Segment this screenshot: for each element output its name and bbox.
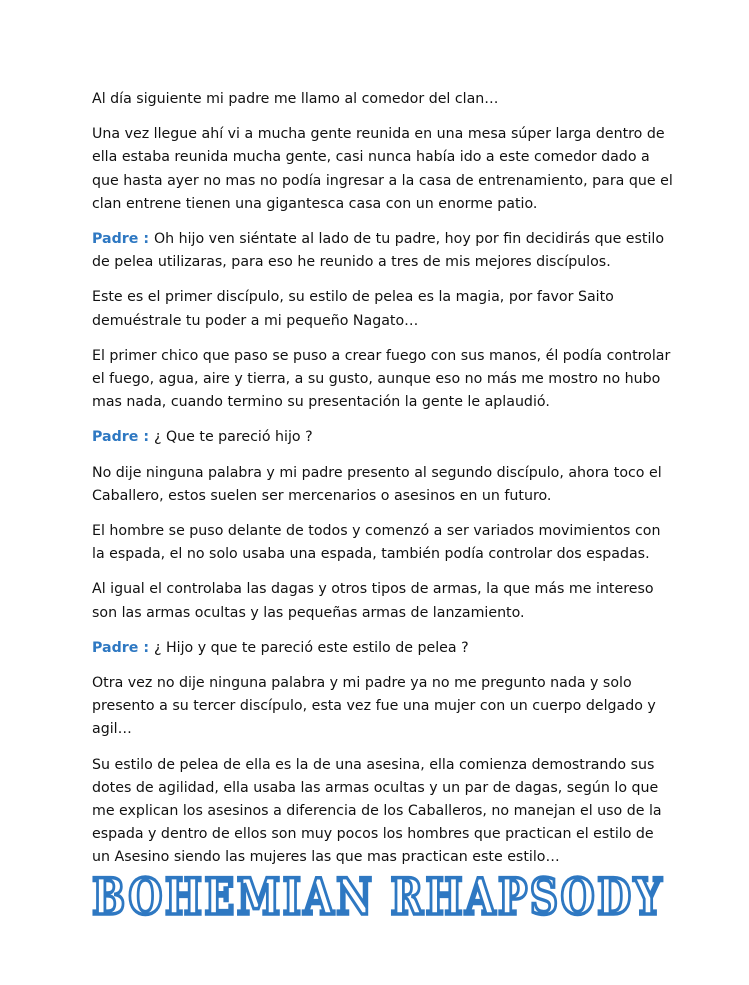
narration-paragraph bbox=[92, 578, 674, 624]
speaker-separator: : bbox=[138, 639, 154, 656]
paragraph-text: El hombre se puso delante de todos y comenzó a ser variados movimientos con la espada, el no solo usaba una espada, también podía controlar dos espadas. bbox=[92, 523, 661, 563]
speaker-label: Padre bbox=[92, 639, 139, 656]
story-body bbox=[92, 88, 674, 882]
paragraph-text: Oh hijo ven siéntate al lado de tu padre, hoy por fin decidirás que estilo de pelea utilizaras, para eso he reunido a tres de mis mejores discípulos. bbox=[92, 231, 665, 271]
narration-paragraph bbox=[92, 520, 674, 566]
logo-text: BOHEMIAN RHAPSODY bbox=[92, 867, 664, 926]
paragraph-text: Este es el primer discípulo, su estilo de pelea es la magia, por favor Saito demuéstrale tu poder a mi pequeño Nagato… bbox=[92, 289, 614, 329]
narration-paragraph bbox=[92, 286, 674, 332]
narration-paragraph bbox=[92, 462, 674, 508]
paragraph-text: Al igual el controlaba las dagas y otros tipos de armas, la que más me intereso son las armas ocultas y las pequeñas armas de lanzamiento. bbox=[92, 581, 654, 621]
paragraph-text: Una vez llegue ahí vi a mucha gente reunida en una mesa súper larga dentro de ella estaba reunida mucha gente, casi nunca había ido a este comedor dado a que hasta ayer no mas no podía ingresar a la casa de entrenamiento, para que el clan entrene tienen una gigantesca casa con un enorme patio. bbox=[92, 126, 673, 212]
narration-paragraph bbox=[92, 123, 674, 216]
paragraph-text: El primer chico que paso se puso a crear fuego con sus manos, él podía controlar el fuego, agua, aire y tierra, a su gusto, aunque eso no más me mostro no hubo mas nada, cuando termino su presentación la gente le aplaudió. bbox=[92, 347, 671, 411]
narration-paragraph bbox=[92, 88, 674, 111]
paragraph-text: Otra vez no dije ninguna palabra y mi padre ya no me pregunto nada y solo presento a su tercer discípulo, esta vez fue una mujer con un cuerpo delgado y agil… bbox=[92, 675, 656, 738]
paragraph-text: Su estilo de pelea de ella es la de una asesina, ella comienza demostrando sus dotes de agilidad, ella usaba las armas ocultas y un par de dagas, según lo que me explican los asesinos a diferencia de los Caballeros, no manejan el uso de la espada y dentro de ellos son muy pocos los hombres que practican el estilo de un Asesino siendo las mujeres las que mas practican este estilo… bbox=[92, 756, 662, 866]
paragraph-text: No dije ninguna palabra y mi padre presento al segundo discípulo, ahora toco el Caballero, estos suelen ser mercenarios o asesinos en un futuro. bbox=[92, 464, 662, 504]
dialogue-paragraph bbox=[92, 637, 674, 660]
speaker-label: Padre bbox=[92, 429, 139, 446]
dialogue-paragraph bbox=[92, 228, 674, 274]
speaker-label: Padre bbox=[92, 231, 139, 248]
paragraph-text: Al día siguiente mi padre me llamo al comedor del clan… bbox=[92, 91, 499, 107]
speaker-separator: : bbox=[138, 231, 154, 248]
bohemian-rhapsody-logo bbox=[88, 866, 668, 926]
dialogue-paragraph bbox=[92, 426, 674, 449]
narration-paragraph bbox=[92, 672, 674, 742]
narration-paragraph bbox=[92, 345, 674, 415]
speaker-separator: : bbox=[138, 429, 154, 446]
paragraph-text: ¿ Que te pareció hijo ? bbox=[153, 429, 313, 446]
paragraph-text: ¿ Hijo y que te pareció este estilo de pelea ? bbox=[153, 639, 469, 656]
narration-paragraph bbox=[92, 754, 674, 870]
